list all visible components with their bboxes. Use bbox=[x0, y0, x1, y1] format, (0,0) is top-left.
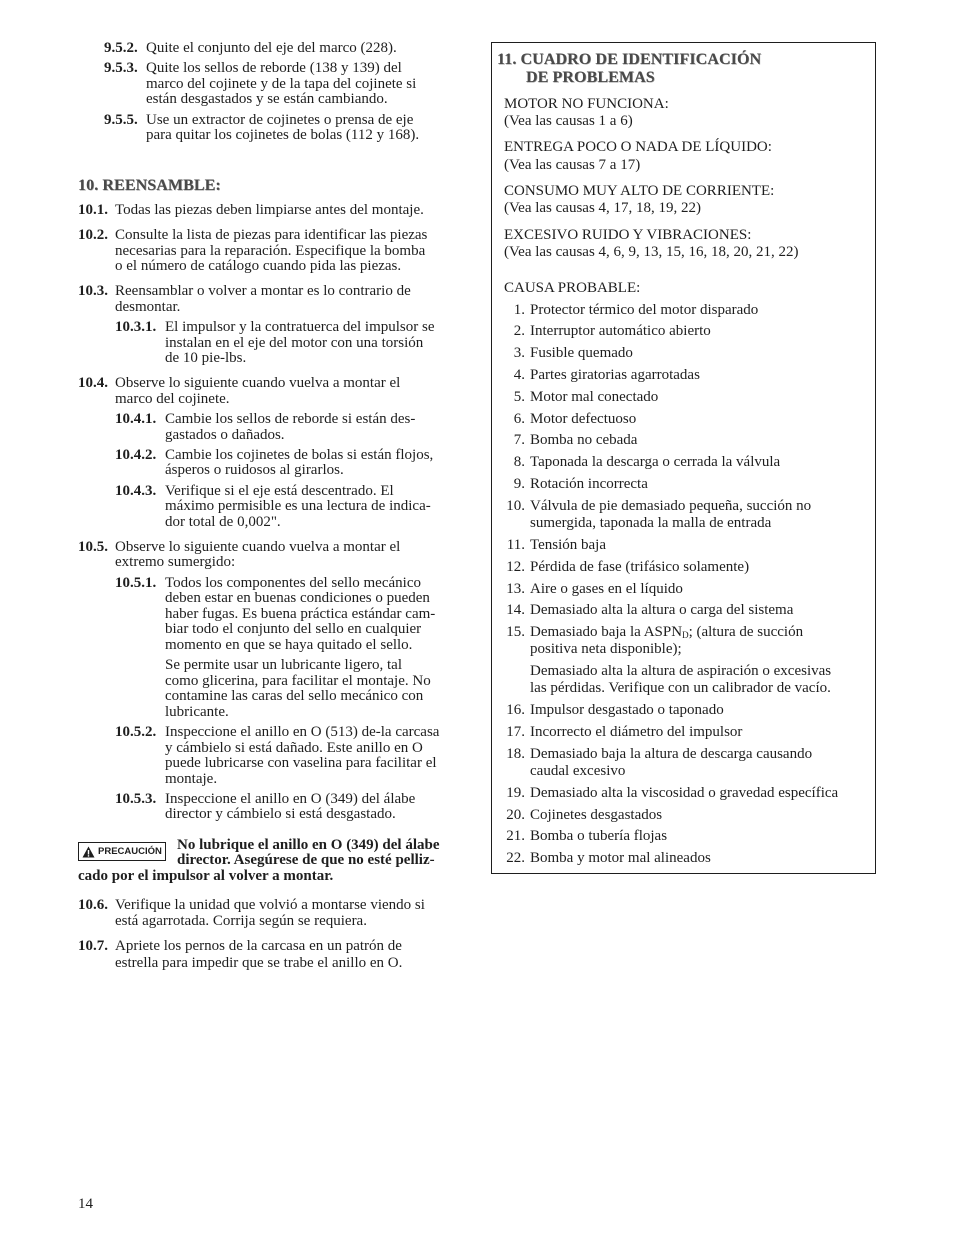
step-text: Se permite usar un lubricante ligero, tal bbox=[165, 657, 403, 673]
step-number: 10.2. bbox=[78, 227, 108, 243]
caution-line: No lubrique el anillo en O (349) del álabe bbox=[177, 837, 440, 853]
step-number: 10.3. bbox=[78, 283, 108, 299]
step-text: Todas las piezas deben limpiarse antes del montaje. bbox=[115, 202, 424, 218]
step-text: máximo permisible es una lectura de indica- bbox=[165, 498, 431, 514]
cause-number: 11. bbox=[506, 537, 525, 553]
symptom-causes: (Vea las causas 7 a 17) bbox=[504, 157, 641, 173]
cause-number: 12. bbox=[506, 559, 525, 575]
step-text: como glicerina, para facilitar el montaje. No bbox=[165, 673, 431, 689]
symptom-title: EXCESIVO RUIDO Y VIBRACIONES: bbox=[504, 227, 752, 243]
step-text: Todos los componentes del sello mecánico bbox=[165, 575, 421, 591]
step-text: puede lubricarse con vaselina para facilitar el bbox=[165, 755, 437, 771]
step-number: 9.5.5. bbox=[104, 112, 138, 128]
cause-number: 14. bbox=[506, 602, 525, 618]
step-text: Observe lo siguiente cuando vuelva a montar el bbox=[115, 375, 401, 391]
step-text: haber fugas. Es buena práctica estándar cam- bbox=[165, 606, 436, 622]
cause-number: 13. bbox=[506, 581, 525, 597]
symptom-title: MOTOR NO FUNCIONA: bbox=[504, 96, 669, 112]
cause-number: 6. bbox=[513, 411, 525, 427]
cause-text-main: Demasiado baja la ASPN bbox=[530, 624, 683, 640]
cause-number: 19. bbox=[506, 785, 525, 801]
cause-text: Partes giratorias agarrotadas bbox=[530, 367, 700, 383]
subscript: D bbox=[682, 630, 689, 640]
step-text: Verifique la unidad que volvió a montarse viendo si bbox=[115, 897, 425, 913]
page-number: 14 bbox=[78, 1196, 93, 1212]
cause-text: positiva neta disponible); bbox=[530, 641, 682, 657]
step-number: 10.4.1. bbox=[115, 411, 157, 427]
step-number: 10.3.1. bbox=[115, 319, 157, 335]
step-number: 10.1. bbox=[78, 202, 108, 218]
step-text: Inspeccione el anillo en O (513) de-la carcasa bbox=[165, 724, 440, 740]
step-text: biar todo el conjunto del sello en cualquier bbox=[165, 621, 422, 637]
step-text: Verifique si el eje está descentrado. El bbox=[165, 483, 394, 499]
cause-text: sumergida, taponada la malla de entrada bbox=[530, 515, 772, 531]
cause-text: Cojinetes desgastados bbox=[530, 807, 663, 823]
step-text: Apriete los pernos de la carcasa en un patrón de bbox=[115, 938, 402, 954]
cause-number: 21. bbox=[506, 828, 525, 844]
step-number: 10.5. bbox=[78, 539, 108, 555]
cause-text bbox=[530, 625, 803, 641]
cause-number: 1. bbox=[513, 302, 525, 318]
step-text: necesarias para la reparación. Especifique la bomba bbox=[115, 243, 426, 259]
cause-text: Incorrecto el diámetro del impulsor bbox=[530, 724, 743, 740]
cause-number: 10. bbox=[506, 498, 525, 514]
step-text: está agarrotada. Corrija según se requiera. bbox=[115, 913, 367, 929]
step-number: 10.4.3. bbox=[115, 483, 157, 499]
step-text: contamine las caras del sello mecánico con bbox=[165, 688, 424, 704]
cause-text: Impulsor desgastado o taponado bbox=[530, 702, 724, 718]
step-number: 10.7. bbox=[78, 938, 108, 954]
cause-number: 20. bbox=[506, 807, 525, 823]
cause-number: 22. bbox=[506, 850, 525, 866]
cause-number: 15. bbox=[506, 624, 525, 640]
step-number: 9.5.3. bbox=[104, 60, 138, 76]
cause-text: caudal excesivo bbox=[530, 763, 626, 779]
step-number: 10.6. bbox=[78, 897, 108, 913]
step-number: 10.4. bbox=[78, 375, 108, 391]
cause-number: 5. bbox=[513, 389, 525, 405]
step-text: extremo sumergido: bbox=[115, 554, 236, 570]
cause-number: 4. bbox=[513, 367, 525, 383]
cause-number: 16. bbox=[506, 702, 525, 718]
step-text: instalan en el eje del motor con una torsión bbox=[165, 335, 424, 351]
symptom-causes: (Vea las causas 4, 6, 9, 13, 15, 16, 18, 20, 21, 22) bbox=[504, 244, 799, 260]
symptom-title: ENTREGA POCO O NADA DE LÍQUIDO: bbox=[504, 139, 772, 155]
step-text: El impulsor y la contratuerca del impulsor se bbox=[165, 319, 435, 335]
caution-label: PRECAUCIÓN bbox=[98, 845, 162, 857]
symptom-causes: (Vea las causas 1 a 6) bbox=[504, 113, 633, 129]
cause-text: Tensión baja bbox=[530, 537, 607, 553]
step-text: Quite el conjunto del eje del marco (228). bbox=[146, 40, 397, 56]
cause-number: 7. bbox=[513, 432, 525, 448]
warning-icon bbox=[82, 846, 95, 858]
cause-text: Bomba y motor mal alineados bbox=[530, 850, 711, 866]
symptom-causes: (Vea las causas 4, 17, 18, 19, 22) bbox=[504, 200, 702, 216]
step-text: y cámbielo si está dañado. Este anillo en O bbox=[165, 740, 423, 756]
step-text: Cambie los cojinetes de bolas si están flojos, bbox=[165, 447, 434, 463]
cause-text: Aire o gases en el líquido bbox=[530, 581, 683, 597]
step-number: 10.5.3. bbox=[115, 791, 157, 807]
cause-number: 17. bbox=[506, 724, 525, 740]
cause-text: Motor defectuoso bbox=[530, 411, 637, 427]
step-text: Inspeccione el anillo en O (349) del álabe bbox=[165, 791, 416, 807]
step-text: Cambie los sellos de reborde si están des- bbox=[165, 411, 416, 427]
step-text: para quitar los cojinetes de bolas (112 y 168). bbox=[146, 127, 420, 143]
cause-number: 3. bbox=[513, 345, 525, 361]
step-text: estrella para impedir que se trabe el anillo en O. bbox=[115, 955, 403, 971]
step-text: lubricante. bbox=[165, 704, 229, 720]
cause-text: Fusible quemado bbox=[530, 345, 633, 361]
cause-text: Rotación incorrecta bbox=[530, 476, 648, 492]
cause-text: Bomba no cebada bbox=[530, 432, 638, 448]
symptom-title: CONSUMO MUY ALTO DE CORRIENTE: bbox=[504, 183, 775, 199]
step-text: ásperos o ruidosos al girarlos. bbox=[165, 462, 344, 478]
step-text: desmontar. bbox=[115, 299, 181, 315]
step-text: marco del cojinete. bbox=[115, 391, 230, 407]
step-number: 10.5.2. bbox=[115, 724, 157, 740]
step-text: montaje. bbox=[165, 771, 218, 787]
cause-text: Motor mal conectado bbox=[530, 389, 659, 405]
step-text: momento en que se haya quitado el sello. bbox=[165, 637, 413, 653]
step-text: de 10 pie-lbs. bbox=[165, 350, 247, 366]
cause-text: Demasiado alta la altura de aspiración o excesivas bbox=[530, 663, 832, 679]
step-text: Consulte la lista de piezas para identificar las piezas bbox=[115, 227, 428, 243]
cause-text: Demasiado baja la altura de descarga causando bbox=[530, 746, 813, 762]
step-text: director y cámbielo si está desgastado. bbox=[165, 806, 396, 822]
cause-text: Taponada la descarga o cerrada la válvula bbox=[530, 454, 781, 470]
cause-text: Demasiado alta la viscosidad o gravedad específica bbox=[530, 785, 839, 801]
step-text: Observe lo siguiente cuando vuelva a montar el bbox=[115, 539, 401, 555]
step-text: Use un extractor de cojinetes o prensa de eje bbox=[146, 112, 414, 128]
cause-text: Pérdida de fase (trifásico solamente) bbox=[530, 559, 750, 575]
cause-text: Válvula de pie demasiado pequeña, succión no bbox=[530, 498, 812, 514]
cause-text: Demasiado alta la altura o carga del sistema bbox=[530, 602, 794, 618]
cause-number: 9. bbox=[513, 476, 525, 492]
caution-line: cado por el impulsor al volver a montar. bbox=[78, 868, 334, 884]
cause-number: 2. bbox=[513, 323, 525, 339]
caution-line: director. Asegúrese de que no esté pelliz- bbox=[177, 852, 435, 868]
cause-text: Interruptor automático abierto bbox=[530, 323, 711, 339]
step-number: 10.4.2. bbox=[115, 447, 157, 463]
step-number: 10.5.1. bbox=[115, 575, 157, 591]
step-text: están desgastados y se están cambiando. bbox=[146, 91, 388, 107]
step-text: marco del cojinete y de la tapa del cojinete si bbox=[146, 76, 417, 92]
cause-text: las pérdidas. Verifique con un calibrador de vacío. bbox=[530, 680, 831, 696]
step-text: dor total de 0,002". bbox=[165, 514, 281, 530]
chart-heading: 11. CUADRO DE IDENTIFICACIÓN bbox=[497, 51, 762, 68]
causes-title: CAUSA PROBABLE: bbox=[504, 280, 641, 296]
step-text: deben estar en buenas condiciones o pueden bbox=[165, 590, 430, 606]
chart-heading-line2: DE PROBLEMAS bbox=[526, 69, 655, 86]
cause-text-rest: ; (altura de succión bbox=[688, 624, 804, 640]
section-heading-reensamble: 10. REENSAMBLE: bbox=[78, 177, 221, 194]
step-text: gastados o dañados. bbox=[165, 427, 285, 443]
caution-badge bbox=[78, 842, 166, 861]
step-text: o el número de catálogo cuando pida las piezas. bbox=[115, 258, 402, 274]
cause-number: 18. bbox=[506, 746, 525, 762]
cause-text: Protector térmico del motor disparado bbox=[530, 302, 759, 318]
cause-text: Bomba o tubería flojas bbox=[530, 828, 668, 844]
step-text: Reensamblar o volver a montar es lo contrario de bbox=[115, 283, 411, 299]
step-number: 9.5.2. bbox=[104, 40, 138, 56]
step-text: Quite los sellos de reborde (138 y 139) del bbox=[146, 60, 402, 76]
cause-number: 8. bbox=[513, 454, 525, 470]
